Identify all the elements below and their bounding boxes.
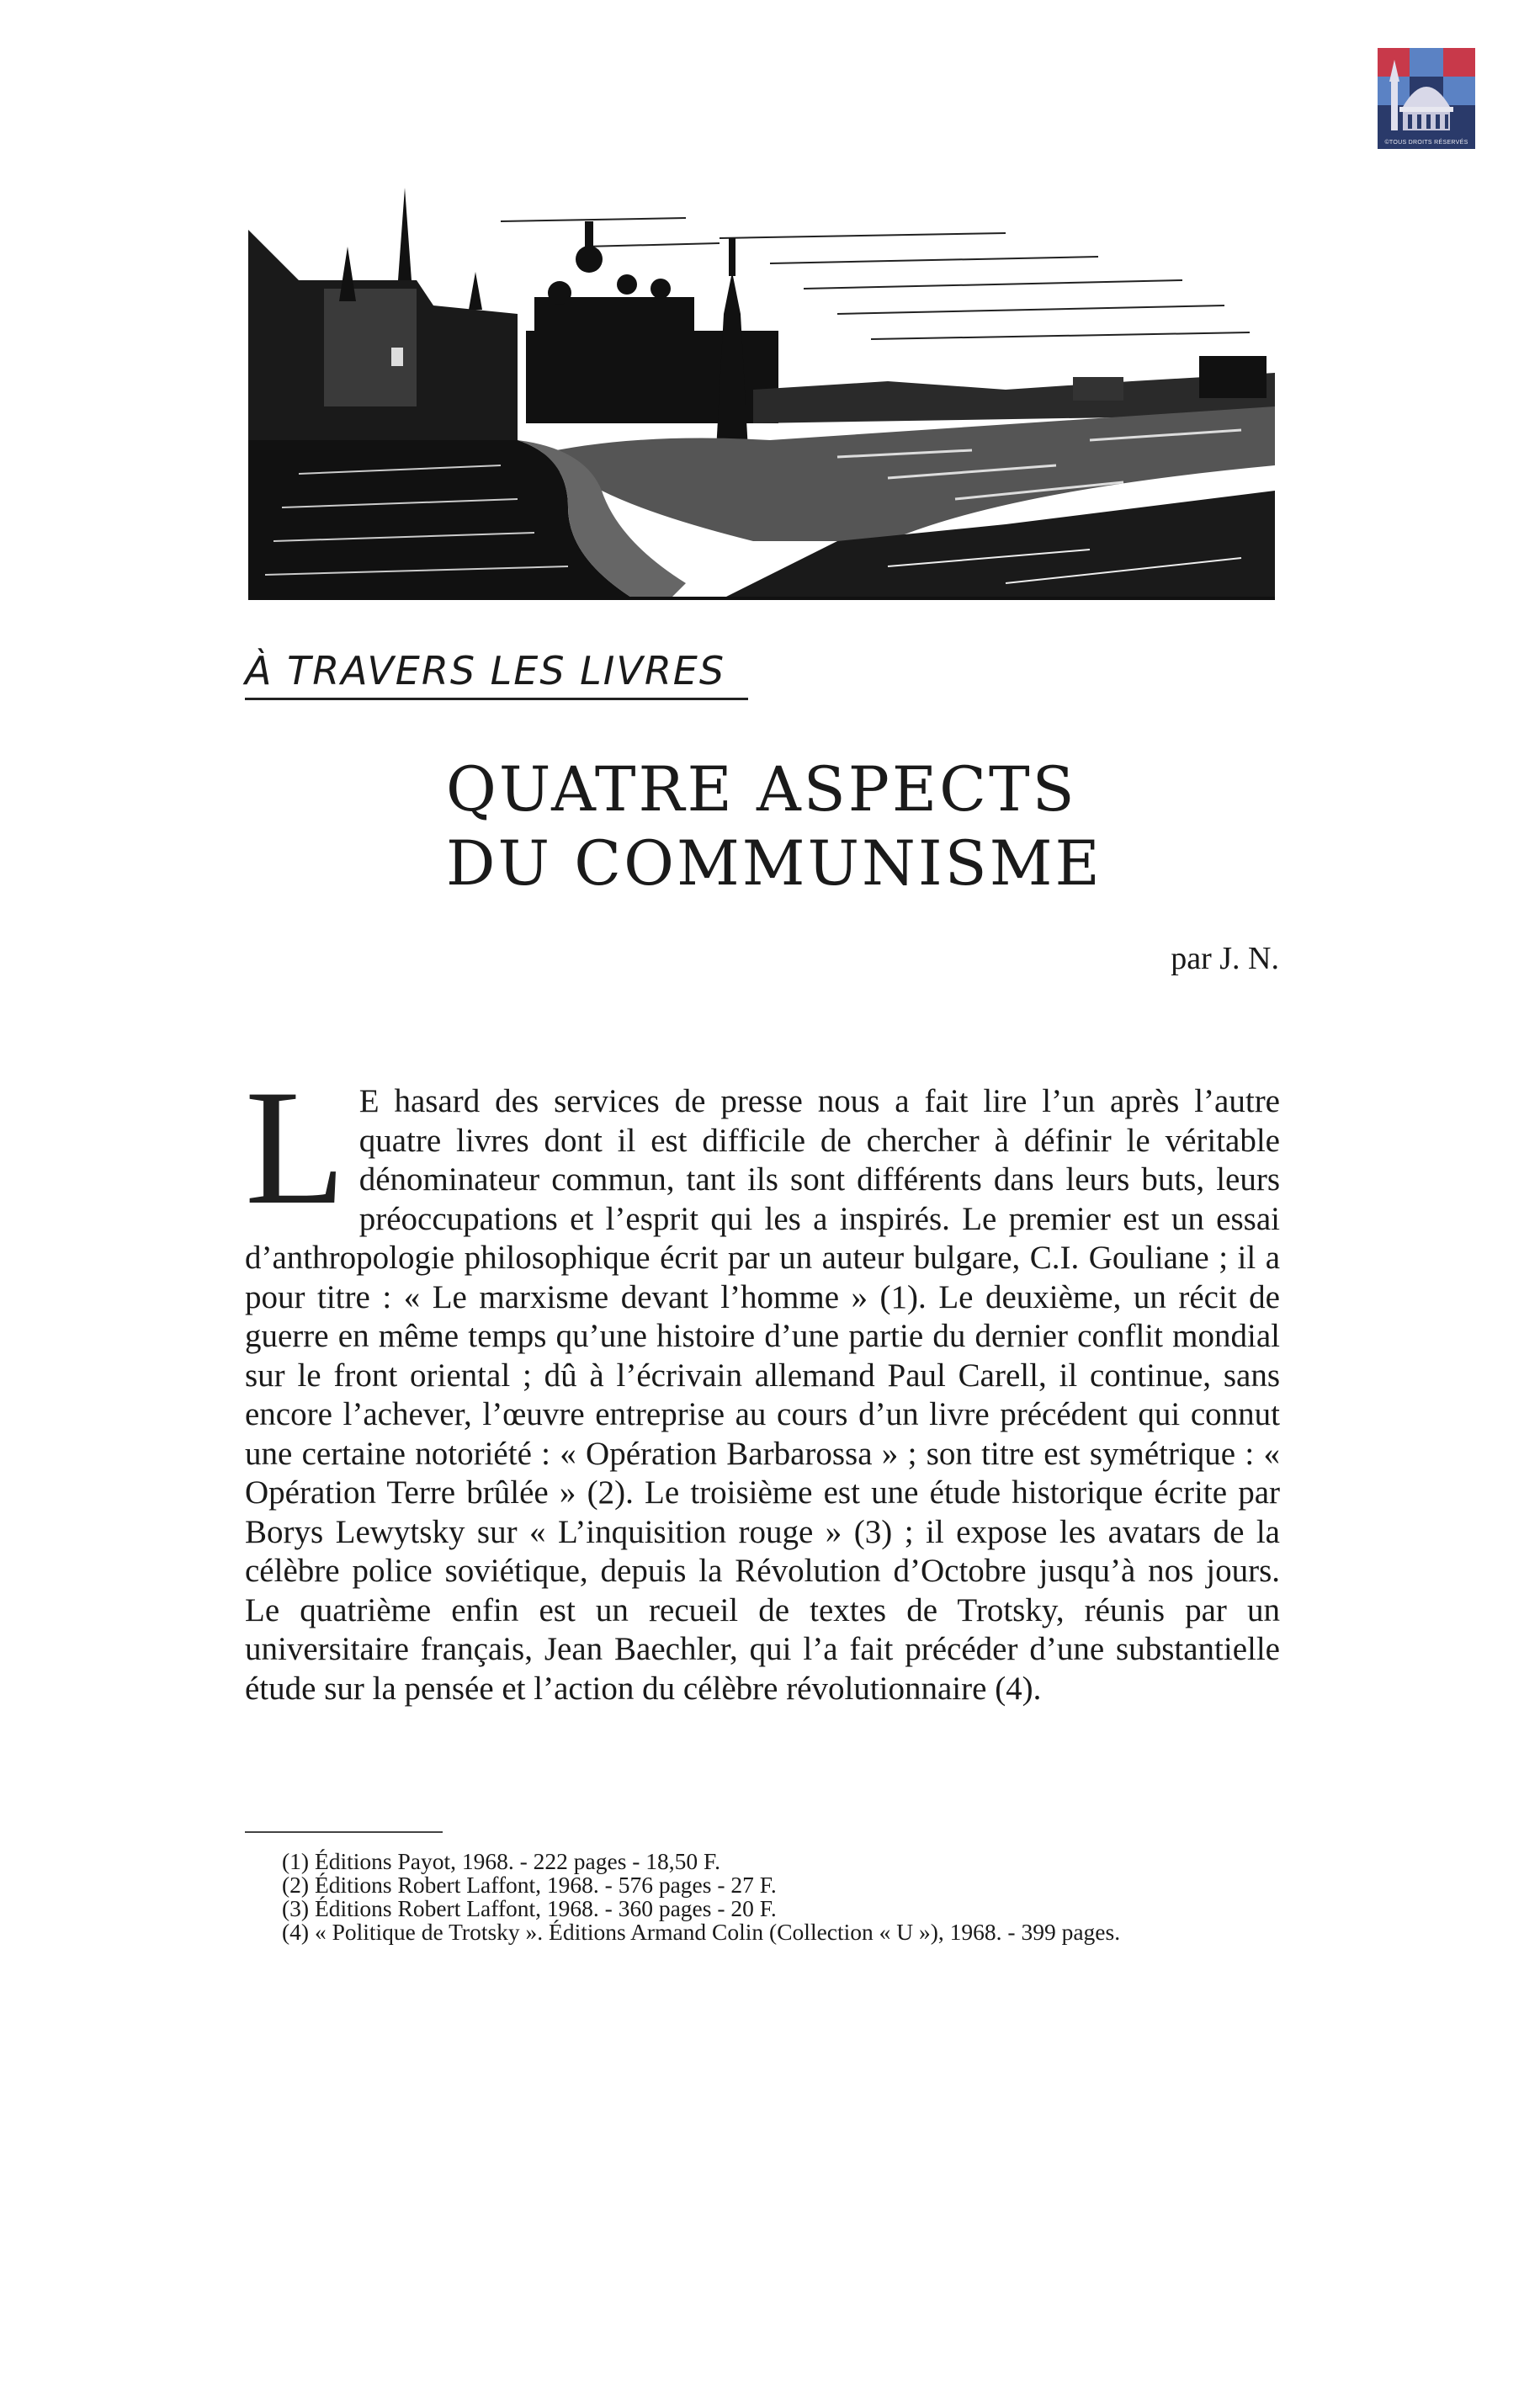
article-body-text: E hasard des services de presse nous a fait lire l’un après l’autre quatre livres dont il est difficile de chercher à définir le véritable dénominateur commun, tant ils sont différents dans leurs buts, leurs préoccupations et l’esprit qui les a inspirés. Le premier est un essai d’anthropologie philosophique écrit par un auteur bulgare, C.I. Gouliane ; il a pour titre : « Le marxisme devant l’homme » (1). Le deuxième, un récit de guerre en même temps qu’une histoire d’une partie du dernier conflit mondial sur le front oriental ; dû à l’écrivain allemand Paul Carell, il continue, sans encore l’achever, l’œuvre entreprise au cours d’un livre précédent qui connut une certaine notoriété : « Opération Barbarossa » ; son titre est symétrique : « Opération Terre brûlée » (2). Le troisième est une étude historique écrite par Borys Lewytsky sur « L’inquisition rouge » (3) ; il expose les avatars de la célèbre police soviétique, depuis la Révolution d’Octobre jusqu’à nos jours. Le quatrième enfin est un recueil de textes de Trotsky, réunis par un universitaire français, Jean Baechler, qui l’a fait précéder d’une substantielle étude sur la pensée et l’action du célèbre révolutionnaire (4). bbox=[245, 1083, 1280, 1707]
town-riverside-engraving bbox=[248, 188, 1275, 600]
footnote-2: (2) Éditions Robert Laffont, 1968. - 576 pages - 27 F. bbox=[282, 1872, 777, 1898]
article-title-line1: QUATRE ASPECTS bbox=[446, 754, 1077, 826]
section-title: À TRAVERS LES LIVRES bbox=[245, 644, 748, 700]
engraving-graphic bbox=[248, 188, 1275, 600]
article-body bbox=[245, 1056, 1280, 1708]
article-title bbox=[446, 753, 1203, 901]
logo-caption: ©TOUS DROITS RÉSERVÉS bbox=[1378, 137, 1475, 149]
footnotes bbox=[282, 1850, 1292, 1944]
footnote-4: (4) « Politique de Trotsky ». Éditions Armand Colin (Collection « U »), 1968. - 399 pages. bbox=[282, 1919, 1121, 1945]
article-title-line2: DU COMMUNISME bbox=[446, 828, 1102, 900]
institution-dome-logo bbox=[1378, 48, 1475, 149]
logo-graphic bbox=[1378, 48, 1475, 137]
article-byline: par J. N. bbox=[1171, 941, 1279, 976]
footnote-3: (3) Éditions Robert Laffont, 1968. - 360 pages - 20 F. bbox=[282, 1895, 777, 1921]
drop-cap: L bbox=[245, 1056, 346, 1239]
footnote-divider bbox=[245, 1831, 443, 1833]
footnote-1: (1) Éditions Payot, 1968. - 222 pages - 18,50 F. bbox=[282, 1848, 721, 1874]
